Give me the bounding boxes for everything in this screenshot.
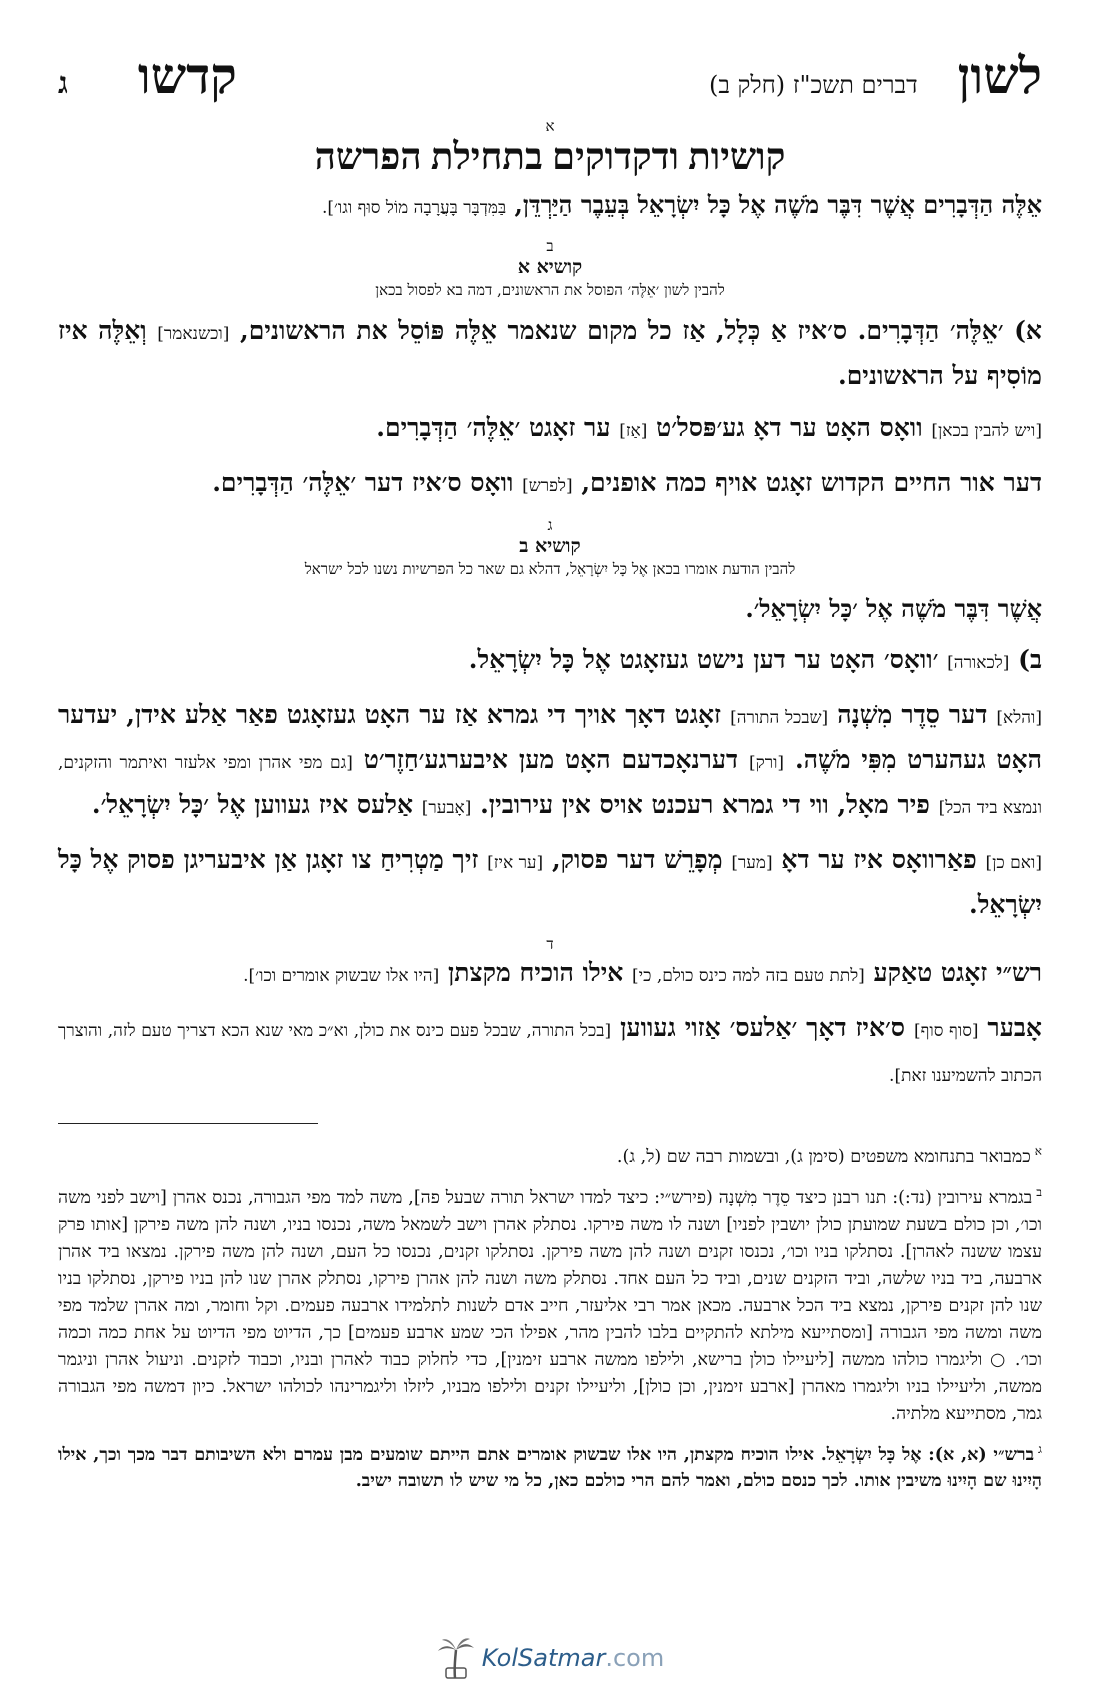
bracket-note: [מער]	[731, 853, 773, 873]
verse-quote: אֲשֶׁר דִּבֶּר מֹשֶׁה אֶל ׳כָּל יִשְׂרָאֵל׳.	[745, 594, 1042, 623]
site-footer	[0, 1636, 1100, 1680]
text-run: פיר מאָל, ווי די גמרא רעכנט אויס אין עירובין.	[480, 790, 930, 819]
section-marker: ד	[546, 935, 554, 953]
bracket-note: [אַז]	[619, 421, 648, 441]
body-paragraph	[58, 839, 1042, 926]
palm-tree-icon	[436, 1636, 476, 1680]
bracket-note: [ואם כן]	[985, 853, 1042, 873]
footnote-text: כמבואר בתנחומא משפטים (סימן ג), ובשמות רבה שם (ל, ג).	[616, 1146, 1031, 1167]
verse-text: אֵלֶּה הַדְּבָרִים אֲשֶׁר דִּבֶּר מֹשֶׁה אֶל כָּל יִשְׂרָאֵל בְּעֵבֶר הַיַּרְדֵּן,	[506, 190, 1042, 219]
text-run: דער אור החיים הקדוש זאָגט אויף כמה אופנים,	[581, 468, 1042, 497]
text-run: רש״י זאָגט טאַקע	[873, 958, 1042, 987]
text-run: אַז ער האָט געזאָגט פאַר אַלע אידן, יעדער האָט געהערט מִפִּי מֹשֶׁה.	[58, 700, 1042, 774]
body-paragraph	[58, 407, 1042, 452]
header-title-left: קדשו	[137, 48, 237, 104]
logo-domain: .com	[605, 1644, 665, 1672]
page-number: ג	[58, 66, 68, 101]
bracket-note: [גם מפי אהרן ומפי אלעזר ואיתמר והזקנים, ונמצא ביד הכל]	[58, 753, 1042, 818]
section-marker: ג	[547, 516, 553, 534]
text-run: דערנאָכדעם האָט מען איבערגע׳חַזֶר׳ט	[363, 745, 739, 774]
text-run: ׳וואָס׳ האָט ער דען נישט געזאָגט אֶל כָּל יִשְׂרָאֵל.	[468, 645, 939, 674]
body-paragraph	[58, 694, 1042, 829]
text-run: אָבער	[987, 1013, 1042, 1042]
text-run: ב)	[1018, 645, 1042, 674]
bracket-note: [שבכל התורה]	[730, 708, 829, 728]
text-run: ער זאָגט ׳אֵלֶּה׳ הַדְּבָרִים.	[376, 413, 611, 442]
verse-small: בַּמִּדְבָּר בָּעֲרָבָה מוֹל סוּף וגו׳].	[321, 198, 507, 218]
body-paragraph	[58, 639, 1042, 684]
text-run: וואָס ס׳איז דער ׳אֵלֶּה׳ הַדְּבָרִים.	[212, 468, 514, 497]
text-run: מְפָרֵשׁ דער פסוק,	[551, 845, 723, 874]
footnote	[58, 1179, 1042, 1428]
text-run: וְאֵלֶּה איז מוֹסִיף על הראשונים.	[58, 316, 1042, 390]
text-run: זאָגט דאָך אויך די גמרא	[486, 700, 722, 729]
question-heading: קושיא א	[517, 256, 583, 278]
bracket-note: [אָבער]	[421, 798, 472, 818]
bracket-note: [ער איז]	[487, 853, 544, 873]
footnote-divider	[58, 1123, 318, 1124]
body-paragraph	[58, 462, 1042, 507]
question-heading: קושיא ב	[519, 535, 581, 557]
bracket-note: [סוף סוף]	[913, 1021, 979, 1041]
text-run: אַלעס איז געווען אֶל ׳כָּל יִשְׂרָאֵל׳.	[91, 790, 414, 819]
bracket-note: [ויש להבין בכאן]	[931, 421, 1042, 441]
header-title-right: לשון	[957, 48, 1042, 104]
question-subheading: להבין לשון ׳אֵלֶּה׳ הפוסל את הראשונים, דמה בא לפסול בכאן	[375, 281, 725, 299]
logo-brand: KolSatmar	[481, 1644, 606, 1672]
body-paragraph	[58, 310, 1042, 397]
question-subheading: להבין הודעת אומרו בכאן אֶל כָּל יִשְׂרָאֵל, דהלא גם שאר כל הפרשיות נשנו לכל ישראל	[304, 560, 796, 578]
body-paragraph	[58, 1007, 1042, 1097]
text-run: זיך מַטְרִיחַ צו זאָגן אַן איבעריגן פסוק אֶל כָּל יִשְׂרָאֵל.	[58, 845, 1042, 919]
header-subtitle: דברים תשכ"ז (חלק ב)	[708, 71, 918, 99]
footnote-marker: ב	[1036, 1184, 1042, 1199]
footnote-text: בגמרא עירובין (נד:): תנו רבנן כיצד סֵדֶר מִשְׁנָה (פירש״י: כיצד למדו ישראל תורה שבעל פה], משה למד מפי הגבורה, נכנס אהרן [וישב לפני משה וכו׳, וכן כולם בשעת שמועתן כולן יושבין לפניו] ושנה לו משה פירקו. נסתלק אהרן וישב לשמאל משה, נכנסו בניו, ושנה להן משה פירקן [אותו פרק עצמו ששנה לאהרן]. נסתלקו בניו וכו׳, נכנסו זקנים ושנה להן משה פירקן. נסתלקו זקנים, נכנסו כל העם, ושנה להן משה פירקן. נמצאו ביד אהרן ארבעה, ביד בניו שלשה, וביד הזקנים שנים, וביד כל העם אחד. נסתלק משה ושנה להן אהרן פירקו, נסתלק אהרן שנו להן בניו פירקן, נסתלקו בניו שנו להן זקנים פירקן, נמצא ביד הכל ארבעה. מכאן אמר רבי אליעזר, חייב אדם לשנות לתלמידו ארבעה פעמים. וקל וחומר, ומה אהרן שלמד מפי משה ומשה מפי הגבורה [ומסתייעא מילתא להתקיים בלבו להבין מהר, אפילו הכי שמע ארבע פעמים] כך, הדיוט מפי הדיוט על אחת כמה וכמה וכו׳. ○ וליגמרו כולהו ממשה [ליעיילו כולן ברישא, ולילפו ממשה ארבע זימנין], כדי לחלוק כבוד לאהרן ובניו, וכבוד לזקנים. וניעול אהרן וניגמר ממשה, וליעיילו בניו וליגמרו מאהרן [ארבע זימנין, וכן כולן], וליעיילו זקנים ולילפו מבניו, ליזלו וליגמרינהו לכולהו ישראל. כיון דמשה מפי הגבורה גמר, מסתייעא מלתיה.	[58, 1187, 1042, 1424]
footnote	[58, 1436, 1042, 1496]
text-run: ס׳איז דאָך ׳אַלעס׳ אַזוי געווען	[620, 1013, 906, 1042]
footnote	[58, 1138, 1042, 1171]
kolsatmar-logo[interactable]	[436, 1636, 664, 1680]
footnote-text: ברש״י (א, א): אֶל כָּל יִשְׂרָאֵל. אילו הוכיח מקצתן, היו אלו שבשוק אומרים אתם הייתם שומעים מבן עמרם ולא השיבותם דבר מכך וכך, אילו הָיִינוּ שם הָיִינוּ משיבין אותו. לכך כנסם כולם, ואמר להם הרי כולכם כאן, כל מי שיש לו תשובה ישיב.	[58, 1444, 1042, 1492]
bracket-note: [ורק]	[748, 753, 785, 773]
bracket-note: [לפרש]	[522, 476, 573, 496]
text-run: פאַרוואָס איז ער דאָ	[781, 845, 977, 874]
section-marker: א	[545, 117, 555, 135]
text-run: וואָס האָט ער דאָ גע׳פּסל׳ט	[656, 413, 923, 442]
bracket-note: [לתת טעם בזה למה כינס כולם, כי]	[632, 966, 865, 986]
bracket-note: [והלא]	[996, 708, 1042, 728]
bracket-note: [וכשנאמר]	[157, 324, 230, 344]
logo-text	[482, 1644, 664, 1672]
main-title: קושיות ודקדוקים בתחילת הפרשה	[314, 137, 786, 178]
bracket-note: [בכל התורה, שבכל פעם כינס את כולן, וא״כ מאי שנא הכא דצריך טעם לזה, והוצרך הכתוב להשמיענו זאת].	[58, 1021, 1042, 1086]
footnote-marker: א	[1034, 1144, 1042, 1158]
body-paragraph	[58, 952, 1042, 997]
text-run: דער סֵדֶר מִשְׁנָה	[837, 700, 988, 729]
text-run: אילו הוכיח מקצתן	[447, 958, 624, 987]
bracket-note: [לכאורה]	[947, 653, 1010, 673]
running-header	[58, 40, 1042, 112]
section-marker: ב	[546, 237, 554, 255]
verse-paragraph	[58, 185, 1042, 228]
text-run: א) ׳אֵלֶּה׳ הַדְּבָרִים. ס׳איז אַ כְּלָל, אַז כל מקום שנאמר אֵלֶּה פּוֹסֵל את הראשונים,	[240, 316, 1042, 345]
bracket-note: [היו אלו שבשוק אומרים וכו׳].	[243, 966, 440, 986]
footnote-marker: ג	[1038, 1441, 1042, 1456]
